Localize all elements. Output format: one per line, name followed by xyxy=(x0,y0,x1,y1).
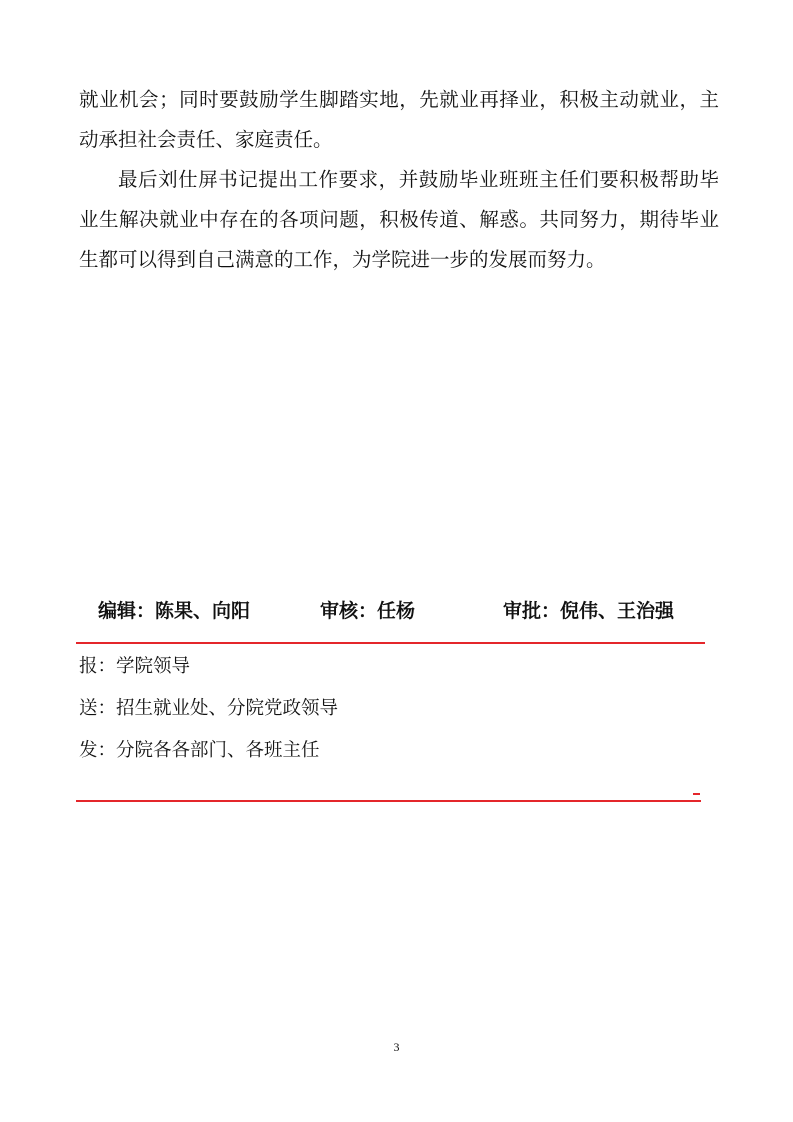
paragraph-closing: 最后刘仕屏书记提出工作要求，并鼓励毕业班班主任们要积极帮助毕业生解决就业中存在的各项问题，积极传道、解惑。共同努力，期待毕业生都可以得到自己满意的工作，为学院进一步的发展而努力。 xyxy=(79,168,719,271)
distribution-report: 报：学院领导 xyxy=(79,656,191,677)
body-text xyxy=(79,80,719,280)
paragraph-continued: 就业机会；同时要鼓励学生脚踏实地，先就业再择业，积极主动就业，主动承担社会责任、家庭责任。 xyxy=(79,88,719,151)
red-dash-mark xyxy=(693,793,700,795)
page-number: 3 xyxy=(393,1040,400,1054)
distribution-send: 送：招生就业处、分院党政领导 xyxy=(79,698,339,719)
editor-credit: 编辑：陈果、向阳 xyxy=(98,600,251,622)
reviewer-credit: 审核：任杨 xyxy=(320,600,416,622)
editorial-credits xyxy=(98,596,708,626)
top-red-rule xyxy=(76,642,705,644)
bottom-red-rule xyxy=(76,800,701,802)
distribution-issue: 发：分院各各部门、各班主任 xyxy=(79,740,320,761)
approver-credit: 审批：倪伟、王治强 xyxy=(503,600,675,622)
